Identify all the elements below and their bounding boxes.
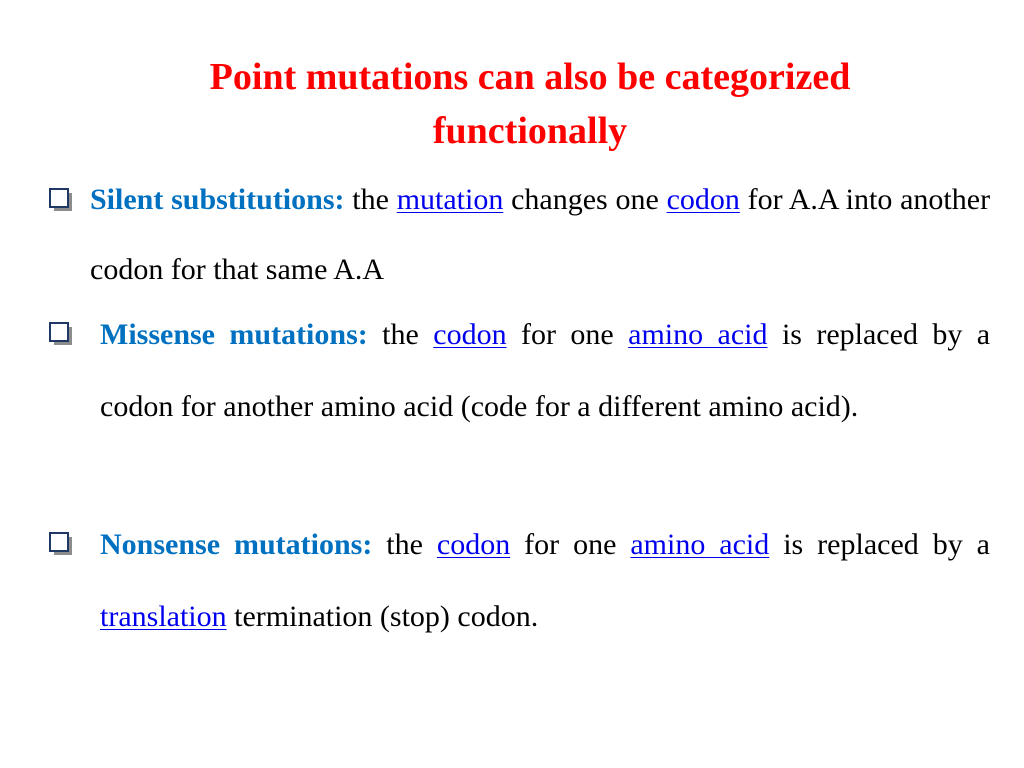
bullet-text-part: the (352, 183, 389, 216)
bullet-term: Silent substitutions: (90, 183, 345, 216)
title-line-1: Point mutations can also be categorized (209, 56, 851, 98)
bullet-silent-substitutions (48, 165, 990, 305)
bullet-text-part: the (386, 528, 423, 561)
bullet-term: Nonsense mutations: (100, 528, 373, 561)
bullet-text-part: for A.A into another codon for that same A.A (90, 183, 991, 286)
amino-acid-link[interactable]: amino acid (628, 318, 768, 351)
bullet-nonsense-mutations (48, 509, 990, 653)
bullet-text-part: changes one (511, 183, 659, 216)
slide-title (80, 50, 980, 158)
bullet-text (48, 299, 990, 443)
title-line-2: functionally (432, 110, 628, 152)
translation-link[interactable]: translation (100, 600, 227, 633)
codon-link[interactable]: codon (666, 183, 740, 216)
checkbox-square-icon (48, 165, 88, 235)
bullet-text (48, 165, 990, 305)
bullet-text-part: for one (524, 528, 617, 561)
bullet-text-part: is replaced by a codon for another amino acid (code for a different amino acid). (100, 318, 991, 423)
amino-acid-link[interactable]: amino acid (630, 528, 770, 561)
checkbox-square-icon (48, 299, 88, 369)
bullet-text-part: termination (stop) codon. (234, 600, 539, 633)
checkbox-square-icon (48, 509, 88, 579)
codon-link[interactable]: codon (433, 318, 507, 351)
codon-link[interactable]: codon (436, 528, 511, 561)
bullet-text-part: for one (521, 318, 614, 351)
bullet-text-part: the (382, 318, 419, 351)
bullet-text-part: is replaced by a (783, 528, 990, 561)
bullet-missense-mutations (48, 299, 990, 443)
bullet-term: Missense mutations: (100, 318, 368, 351)
mutation-link[interactable]: mutation (396, 183, 504, 216)
bullet-text (48, 509, 990, 653)
